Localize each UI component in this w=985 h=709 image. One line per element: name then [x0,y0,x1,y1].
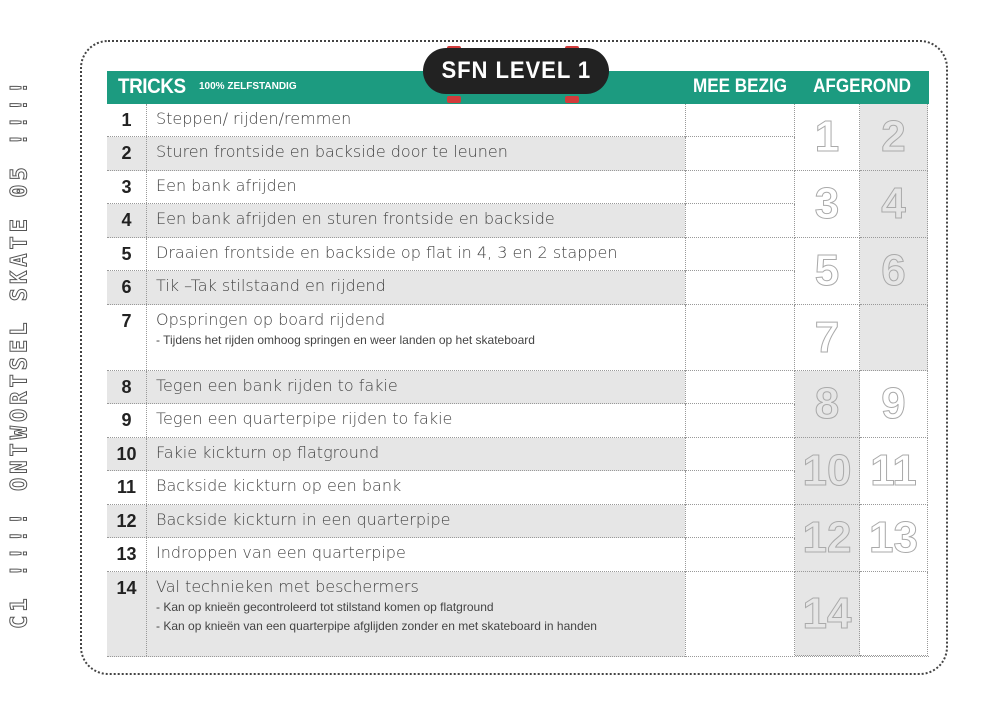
trick-row [107,271,685,305]
trick-note: - Kan op knieën gecontroleerd tot stilstand komen op flatground [156,600,494,614]
trick-number: 9 [107,404,147,437]
trick-description [147,238,685,270]
afgerond-box[interactable] [795,572,860,656]
trick-text: Steppen/ rijden/remmen [156,109,352,128]
afgerond-box[interactable] [795,505,860,572]
afgerond-box[interactable] [795,171,860,238]
afgerond-box-number: 6 [881,246,906,295]
mee-bezig-cell[interactable] [685,271,795,305]
skateboard-wheel-icon [565,96,579,103]
trick-note: - Tijdens het rijden omhoog springen en weer landen op het skateboard [156,333,535,347]
trick-description [147,371,685,403]
trick-text: Fakie kickturn op flatground [156,443,380,462]
afgerond-box-number: 3 [814,179,840,228]
trick-description [147,438,685,470]
trick-row [107,404,685,438]
afgerond-box[interactable] [860,305,928,371]
afgerond-box[interactable] [795,238,860,305]
afgerond-box[interactable] [795,371,860,438]
tricks-list [107,104,685,657]
trick-number: 1 [107,104,147,136]
afgerond-box[interactable] [860,238,928,305]
trick-number: 8 [107,371,147,403]
trick-number: 5 [107,238,147,270]
mee-bezig-cell[interactable] [685,404,795,438]
mee-bezig-cell[interactable] [685,238,795,271]
trick-row [107,438,685,471]
trick-number: 10 [107,438,147,470]
trick-row [107,538,685,572]
mee-bezig-column [685,104,795,657]
trick-text: Backside kickturn in een quarterpipe [156,510,451,529]
trick-number: 6 [107,271,147,304]
afgerond-box-number: 12 [802,513,852,562]
trick-number: 3 [107,171,147,203]
trick-row [107,238,685,271]
level-badge [423,48,609,94]
mee-bezig-cell[interactable] [685,438,795,471]
mee-bezig-cell[interactable] [685,204,795,238]
trick-description [147,271,685,304]
mee-bezig-cell[interactable] [685,572,795,657]
trick-text: Tegen een quarterpipe rijden to fakie [156,409,453,428]
trick-row [107,305,685,371]
trick-row [107,137,685,171]
trick-text: Val technieken met beschermers [156,577,419,596]
header-title: TRICKS [118,75,186,98]
trick-row [107,104,685,137]
trick-number: 2 [107,137,147,170]
trick-text: Een bank afrijden en sturen frontside en backside [156,209,555,228]
afgerond-column [795,104,928,656]
afgerond-box[interactable] [860,371,928,438]
header-afgerond: AFGEROND [813,76,911,97]
header-subtitle: 100% ZELFSTANDIG [199,81,297,92]
trick-row [107,204,685,238]
afgerond-box-number: 8 [814,379,840,428]
trick-row [107,572,685,657]
trick-description [147,305,685,370]
trick-text: Een bank afrijden [156,176,297,195]
trick-description [147,137,685,170]
header-mee-bezig: MEE BEZIG [692,76,788,97]
trick-description [147,104,685,136]
afgerond-box-number: 2 [881,112,906,161]
afgerond-box-number: 11 [870,446,917,495]
afgerond-box[interactable] [860,572,928,656]
mee-bezig-cell[interactable] [685,505,795,538]
trick-description [147,572,685,656]
afgerond-box[interactable] [860,505,928,572]
trick-number: 12 [107,505,147,537]
trick-text: Indroppen van een quarterpipe [156,543,406,562]
afgerond-box[interactable] [795,305,860,371]
trick-description [147,404,685,437]
trick-number: 7 [107,305,147,370]
table-bottom-border [107,656,929,657]
trick-number: 11 [107,471,147,504]
mee-bezig-cell[interactable] [685,371,795,404]
afgerond-box[interactable] [795,438,860,505]
trick-row [107,371,685,404]
side-vertical-text [7,40,33,665]
trick-description [147,538,685,571]
trick-description [147,471,685,504]
trick-number: 4 [107,204,147,237]
mee-bezig-cell[interactable] [685,171,795,204]
side-vertical-label: C1 !!!! ONTWORTSEL SKATE 05 !!!! [7,76,33,629]
afgerond-box-number: 5 [814,246,840,295]
skateboard-wheel-icon [447,96,461,103]
afgerond-box[interactable] [860,104,928,171]
mee-bezig-cell[interactable] [685,538,795,572]
trick-text: Draaien frontside en backside op flat in 4, 3 en 2 stappen [156,243,618,262]
trick-row [107,505,685,538]
afgerond-box-number: 10 [802,446,852,495]
trick-description [147,171,685,203]
trick-number: 13 [107,538,147,571]
afgerond-box-number: 7 [814,312,840,362]
mee-bezig-cell[interactable] [685,471,795,505]
trick-text: Tegen een bank rijden to fakie [156,376,398,395]
afgerond-box-number: 1 [814,112,840,161]
trick-text: Opspringen op board rijdend [156,310,386,329]
trick-text: Backside kickturn op een bank [156,476,402,495]
afgerond-box-number: 13 [869,513,918,562]
mee-bezig-cell[interactable] [685,305,795,371]
trick-row [107,471,685,505]
mee-bezig-cell[interactable] [685,137,795,171]
afgerond-box-number: 9 [881,379,906,428]
afgerond-box-number: 14 [802,588,852,638]
trick-row [107,171,685,204]
level-badge-label: SFN LEVEL 1 [441,57,591,84]
trick-number: 14 [107,572,147,656]
trick-text: Tik –Tak stilstaand en rijdend [156,276,386,295]
mee-bezig-cell[interactable] [685,104,795,137]
afgerond-box[interactable] [795,104,860,171]
trick-description [147,505,685,537]
trick-description [147,204,685,237]
afgerond-box-number: 4 [881,179,906,228]
afgerond-box[interactable] [860,171,928,238]
trick-note: - Kan op knieën van een quarterpipe afglijden zonder en met skateboard in handen [156,619,597,633]
trick-text: Sturen frontside en backside door te leunen [156,142,508,161]
afgerond-box[interactable] [860,438,928,505]
